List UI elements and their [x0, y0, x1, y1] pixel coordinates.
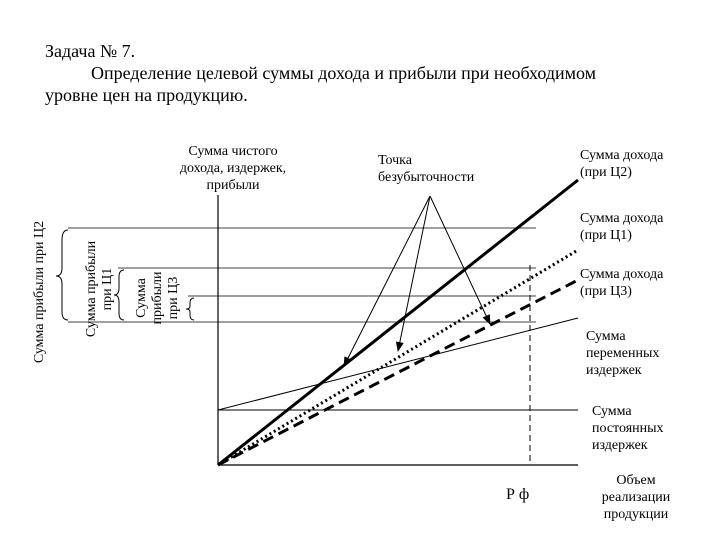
profit-c2-label: Сумма прибыли при Ц2: [32, 220, 47, 364]
revenue-c3-line: [218, 280, 578, 465]
breakeven-arrow-c1: [398, 196, 430, 351]
pf-label: Р ф: [506, 486, 530, 503]
profit-c1-label: Сумма прибыли при Ц1: [84, 240, 115, 338]
profit-c3-brace: [186, 298, 194, 320]
profit-c2-brace: [56, 230, 68, 320]
revenue-c2-label: Сумма дохода (при Ц2): [580, 148, 664, 180]
revenue-c3-label: Сумма дохода (при Ц3): [580, 267, 664, 299]
fixed-costs-label: Сумма постоянных издержек: [592, 404, 664, 453]
title-line-2: Определение целевой суммы дохода и прибыли при необходимом: [91, 63, 597, 83]
revenue-c1-line: [218, 250, 578, 465]
revenue-c2-line: [218, 180, 578, 465]
breakeven-arrow-c2: [344, 196, 430, 366]
breakeven-arrow-c3: [430, 196, 490, 324]
title-line-3: уровне цен на продукцию.: [45, 85, 248, 105]
variable-costs-label: Сумма переменных издержек: [586, 329, 660, 378]
profit-c3-label: Сумма прибыли при Ц3: [134, 271, 181, 325]
y-axis-label: Сумма чистого дохода, издержек, прибыли: [179, 144, 287, 193]
breakeven-label: Точка безубыточности: [378, 153, 475, 185]
x-axis-label: Объем реализации продукции: [601, 473, 671, 522]
title-line-1: Задача № 7.: [45, 41, 136, 61]
revenue-c1-label: Сумма дохода (при Ц1): [580, 211, 664, 243]
total-costs-line: [218, 318, 578, 410]
